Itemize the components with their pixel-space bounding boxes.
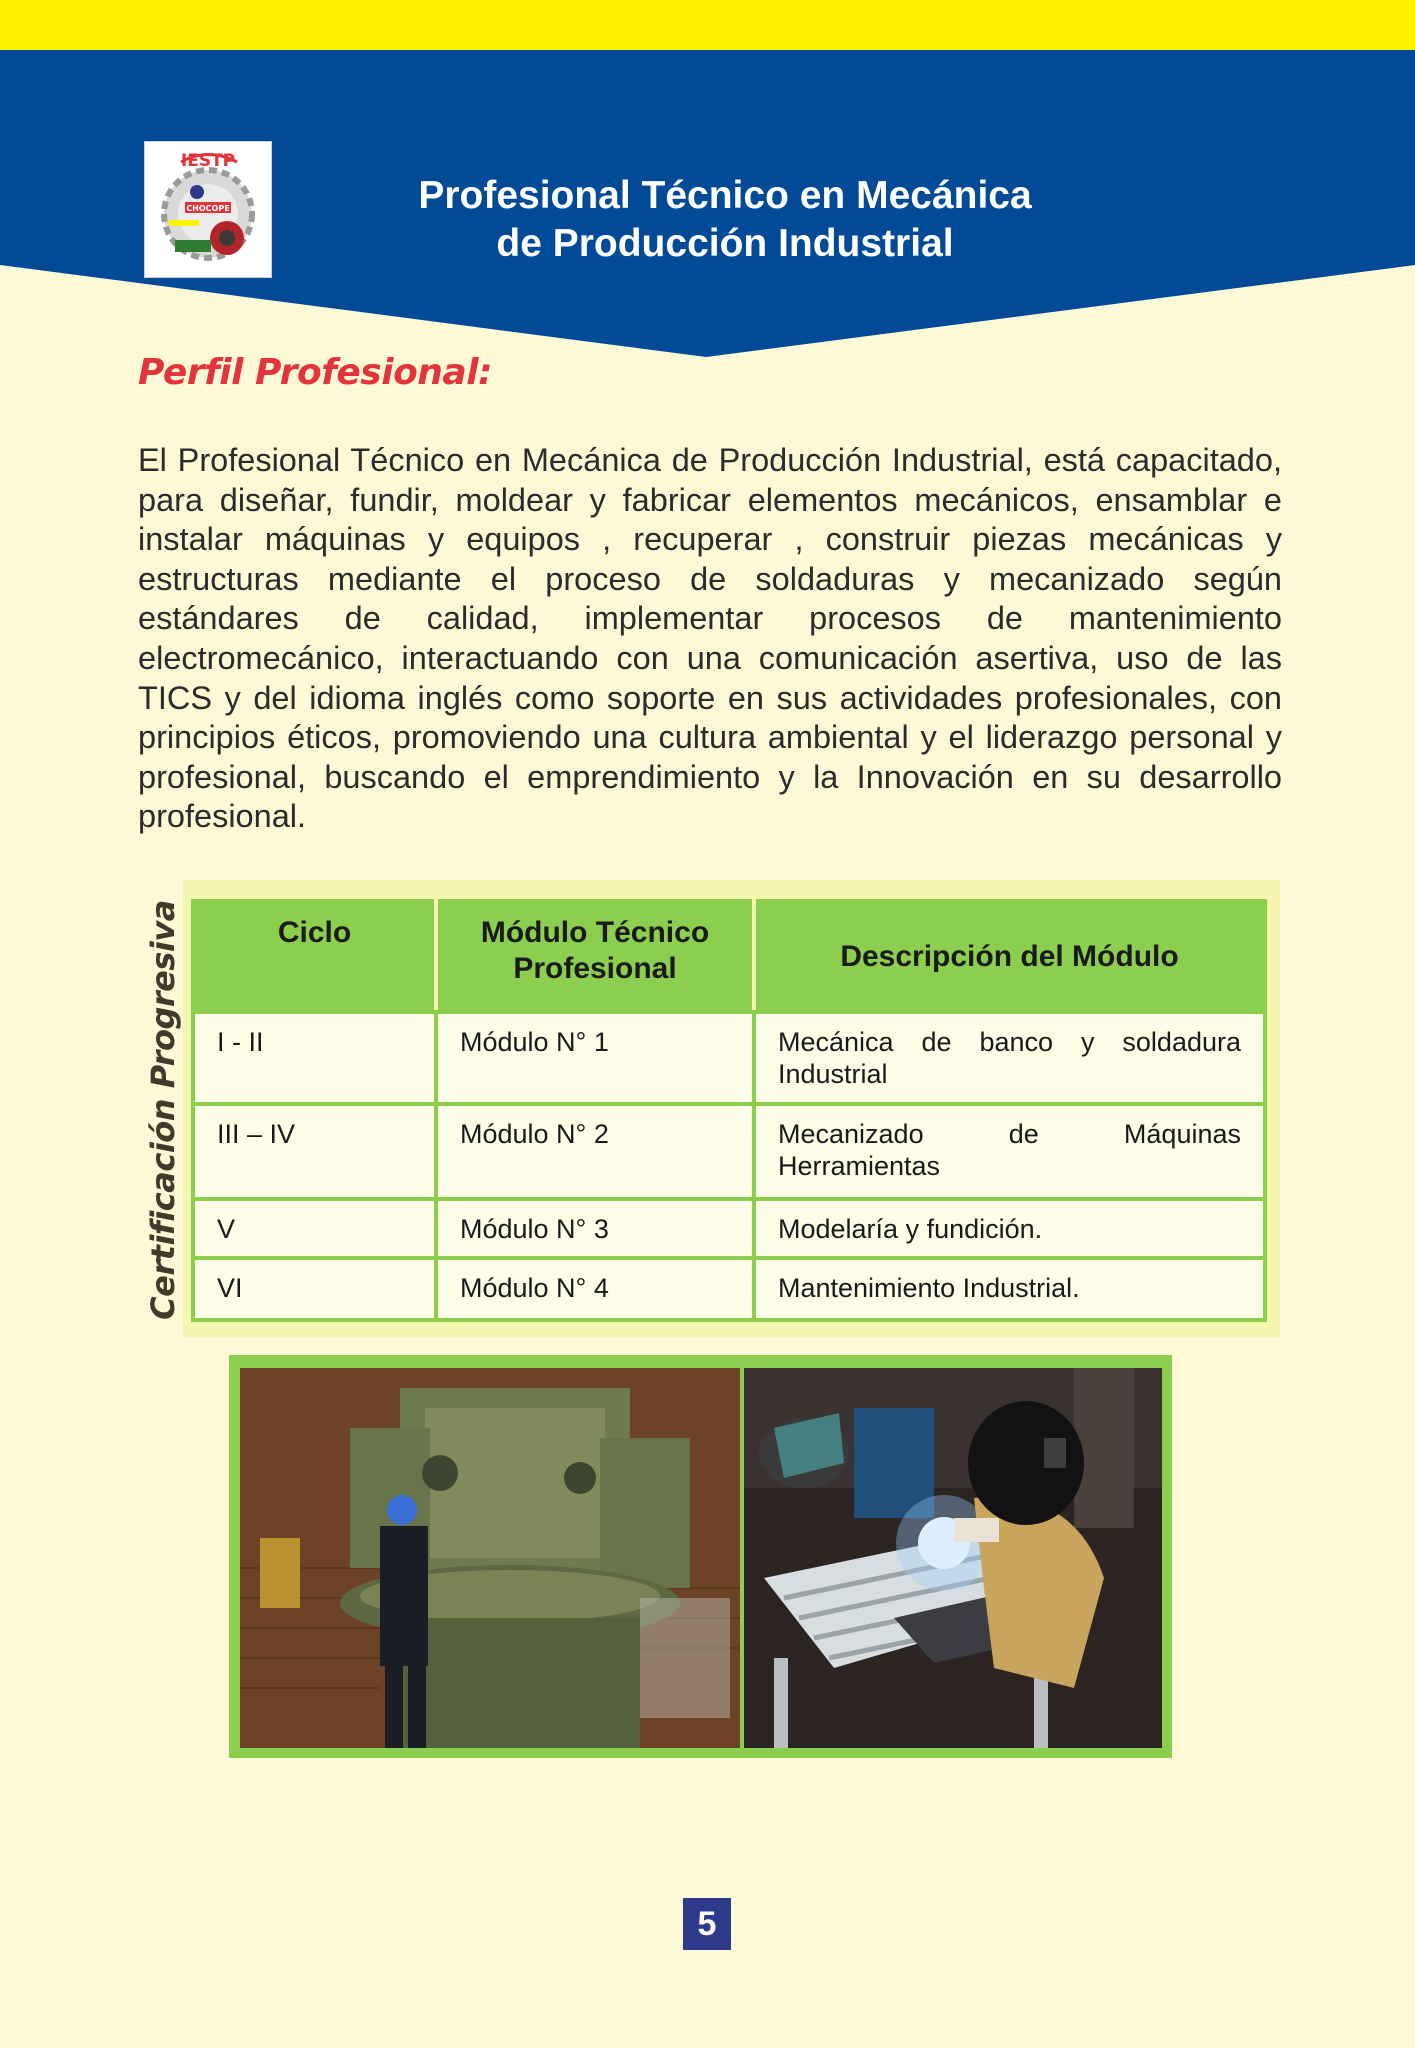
- page-title: [340, 172, 1110, 268]
- page-title-line-2: de Producción Industrial: [496, 222, 954, 265]
- cell-module: Módulo N° 3: [436, 1199, 754, 1258]
- institution-logo: [144, 141, 272, 278]
- profile-paragraph: El Profesional Técnico en Mecánica de Producción Industrial, está capacitado, para diseñar, fundir, moldear y fabricar elementos mecánicos, ensamblar e instalar máquinas y equipos , recuperar , construir piezas mecánicas y estructuras mediante el proceso de soldaduras y mecanizado según estándares de calidad, implementar procesos de mantenimiento electromecánico, interactuando con una comunicación asertiva, uso de las TICS y del idioma inglés como soporte en sus actividades profesionales, con principios éticos, promoviendo una cultura ambiental y el liderazgo personal y profesional, buscando el emprendimiento y la Innovación en su desarrollo profesional.: [138, 442, 1282, 835]
- cell-description: Modelaría y fundición.: [754, 1199, 1265, 1258]
- table-row: [193, 1258, 1265, 1320]
- cell-description: Mecanizado de Máquinas Herramientas: [754, 1104, 1265, 1199]
- page-number: 5: [683, 1898, 731, 1950]
- table-row: [193, 1104, 1265, 1199]
- lathe-worker-photo: [240, 1368, 740, 1748]
- header-description: Descripción del Módulo: [754, 901, 1265, 1012]
- table-row: [193, 1012, 1265, 1104]
- cell-cycle: V: [193, 1199, 436, 1258]
- welder-photo: [744, 1368, 1162, 1748]
- svg-text:IESTP: IESTP: [180, 151, 236, 171]
- page-title-line-1: Profesional Técnico en Mecánica: [418, 174, 1032, 217]
- cell-description: Mecánica de banco y soldadura Industrial: [754, 1012, 1265, 1104]
- cell-cycle: III – IV: [193, 1104, 436, 1199]
- table-header-row: [193, 901, 1265, 1012]
- certification-table: [191, 899, 1267, 1322]
- cell-module: Módulo N° 4: [436, 1258, 754, 1320]
- header-module: Módulo Técnico Profesional: [436, 901, 754, 1012]
- photo-frame: [229, 1355, 1172, 1758]
- profile-heading: Perfil Profesional:: [138, 352, 492, 393]
- cell-cycle: I - II: [193, 1012, 436, 1104]
- certification-vertical-label: Certificación Progresiva: [144, 900, 182, 1320]
- cell-module: Módulo N° 2: [436, 1104, 754, 1199]
- svg-text:CHOCOPE: CHOCOPE: [186, 204, 230, 213]
- header-cycle: Ciclo: [193, 901, 436, 1012]
- table-row: [193, 1199, 1265, 1258]
- cell-cycle: VI: [193, 1258, 436, 1320]
- cell-description: Mantenimiento Industrial.: [754, 1258, 1265, 1320]
- cell-module: Módulo N° 1: [436, 1012, 754, 1104]
